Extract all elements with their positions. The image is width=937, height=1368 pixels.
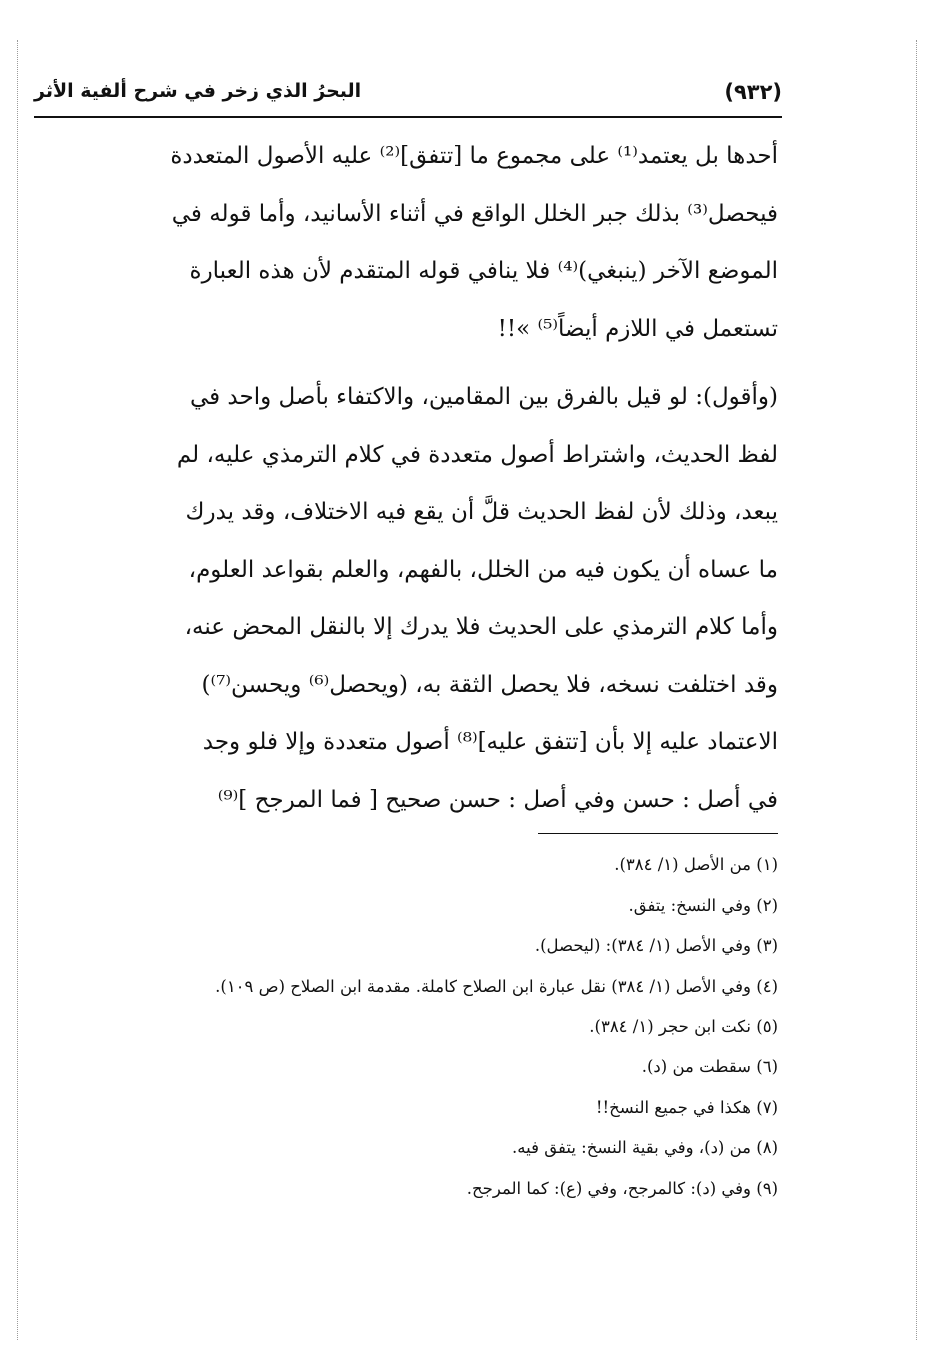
text-line: وقد اختلفت نسخه، فلا يحصل الثقة به، (ويحصل⁽⁶⁾ ويحسن⁽⁷⁾) bbox=[201, 671, 778, 698]
running-header bbox=[34, 70, 782, 118]
text-line: أحدها بل يعتمد⁽¹⁾ على مجموع ما [تتفق]⁽²⁾ عليه الأصول المتعددة bbox=[170, 143, 778, 169]
text-line: في أصل : حسن وفي أصل : حسن صحيح [ فما المرجح ]⁽⁹⁾ bbox=[217, 786, 778, 813]
text-line: تستعمل في اللازم أيضاً⁽⁵⁾ »!! bbox=[497, 315, 778, 342]
footnote-4: (٤) وفي الأصل (١/ ٣٨٤) نقل عبارة ابن الصلاح كاملة. مقدمة ابن الصلاح (ص ١٠٩). bbox=[215, 976, 778, 996]
footnote-5: (٥) نكت ابن حجر (١/ ٣٨٤). bbox=[589, 1016, 778, 1036]
book-title: البحرُ الذي زخر في شرح ألفية الأثر bbox=[34, 80, 362, 102]
text-line: يبعد، وذلك لأن لفظ الحديث قلَّ أن يقع فيه الاختلاف، وقد يدرك bbox=[185, 499, 778, 525]
main-text bbox=[62, 128, 778, 829]
text-line: الموضع الآخر (ينبغي)⁽⁴⁾ فلا ينافي قوله المتقدم لأن هذه العبارة bbox=[189, 258, 778, 284]
footnote-1: (١) من الأصل (١/ ٣٨٤). bbox=[614, 855, 778, 874]
text-line: فيحصل⁽³⁾ بذلك جبر الخلل الواقع في أثناء الأسانيد، وأما قوله في bbox=[171, 200, 778, 227]
footnote-3: (٣) وفي الأصل (١/ ٣٨٤): (ليحصل). bbox=[534, 936, 778, 955]
scan-margin-dots-left bbox=[17, 40, 18, 1340]
footnote-6: (٦) سقطت من (د). bbox=[641, 1057, 778, 1076]
text-line: وأما كلام الترمذي على الحديث فلا يدرك إلا بالنقل المحض عنه، bbox=[184, 614, 778, 640]
text-line: ما عساه أن يكون فيه من الخلل، بالفهم، والعلم بقواعد العلوم، bbox=[188, 556, 778, 583]
text-line: (وأقول): لو قيل بالفرق بين المقامين، والاكتفاء بأصل واحد في bbox=[189, 384, 778, 410]
paragraph-gap bbox=[62, 358, 778, 369]
page-number: (٩٣٢) bbox=[724, 80, 782, 104]
footnote-9: (٩) وفي (د): كالمرجح، وفي (ع): كما المرجح. bbox=[466, 1178, 778, 1198]
footnote-2: (٢) وفي النسخ: يتفق. bbox=[628, 895, 778, 915]
footnote-8: (٨) من (د)، وفي بقية النسخ: يتفق فيه. bbox=[512, 1138, 778, 1157]
text-line: لفظ الحديث، واشتراط أصول متعددة في كلام الترمذي عليه، لم bbox=[176, 441, 778, 468]
footnote-7: (٧) هكذا في جميع النسخ!! bbox=[595, 1097, 778, 1117]
footnotes bbox=[40, 845, 778, 1209]
scan-margin-dots-right bbox=[916, 40, 917, 1340]
paragraph-1 bbox=[62, 128, 778, 358]
footnote-separator bbox=[538, 833, 778, 834]
text-line: الاعتماد عليه إلا بأن [تتفق عليه]⁽⁸⁾ أصول متعددة وإلا فلو وجد bbox=[202, 729, 778, 755]
paragraph-2 bbox=[62, 369, 778, 829]
